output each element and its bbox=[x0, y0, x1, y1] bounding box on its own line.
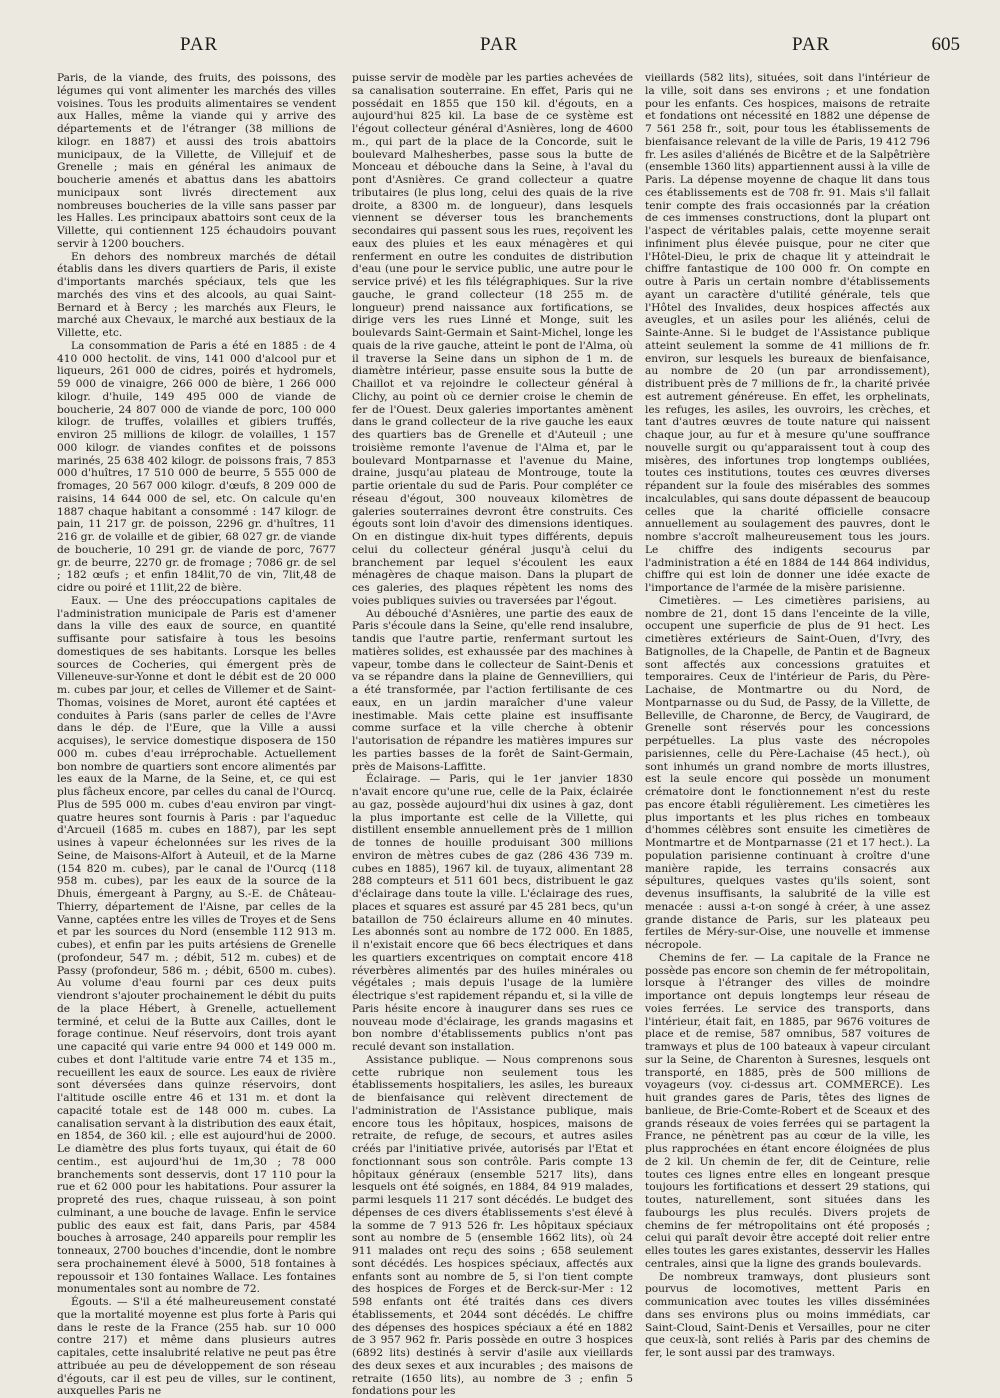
running-head-left: PAR bbox=[180, 34, 219, 55]
paragraph: Au débouché d'Asnières, une partie des eaux de Paris s'écoule dans la Seine, qu'elle rend insalubre, tandis que l'autre partie, renfermant surtout les matières solides, est exhaussée par des machines à vapeur, tombe dans le collecteur de Saint-Denis et va se répandre dans la plaine de Gennevilliers, qui a été transformée, par l'action fertilisante de ces eaux, en un jardin maraîcher d'une valeur inestimable. Mais cette plaine est insuffisante comme surface et la ville cherche à obtenir l'autorisation de répandre les matières impures sur les parties basses de la forêt de Saint-Germain, près de Maisons-Laffitte. bbox=[352, 607, 633, 773]
text-column-1 bbox=[57, 72, 336, 1398]
paragraph: Paris, de la viande, des fruits, des poissons, des légumes qui vont alimenter les marchés des villes voisines. Tous les produits alimentaires se vendent aux Halles, même la viande qui y arrive des départements et de l'étranger (38 millions de kilogr. en 1887) et aussi des trois abattoirs municipaux, de la Villette, de Villejuif et de Grenelle ; mais en général les animaux de boucherie amenés et abattus dans les abattoirs municipaux sont livrés directement aux nombreuses boucheries de la ville sans passer par les Halles. Les principaux abattoirs sont ceux de la Villette, qui contiennent 125 échaudoirs pouvant servir à 1200 bouchers. bbox=[57, 72, 336, 250]
paragraph: Chemins de fer. — La capitale de la France ne possède pas encore son chemin de fer métropolitain, lorsque à l'étranger des villes de moindre importance ont depuis longtemps leur réseau de voies ferrées. Le service des transports, dans l'intérieur, était fait, en 1885, par 9676 voitures de place et de remise, 587 omnibus, 587 voitures de tramways et plus de 100 bateaux à vapeur circulant sur la Seine, de Charenton à Suresnes, lesquels ont transporté, en 1885, près de 500 millions de voyageurs (voy. ci-dessus art. COMMERCE). Les huit grandes gares de Paris, têtes des lignes de banlieue, de Brie-Comte-Robert et de Sceaux et des grands réseaux de voies ferrées qui se partagent la France, ne pénètrent pas au cœur de la ville, les plus rapprochées en étant encore éloignées de plus de 2 kil. Un chemin de fer, dit de Ceinture, relie toutes ces lignes entre elles en longeant presque toujours les fortifications et dessert 29 stations, qui toutes, naturellement, sont situées dans les faubourgs les plus reculés. Divers projets de chemins de fer métropolitains ont été proposés ; celui qui paraît devoir être accepté doit relier entre elles toutes les gares existantes, desservir les Halles centrales, ainsi que la ligne des grands boulevards. bbox=[645, 951, 930, 1270]
paragraph: Cimetières. — Les cimetières parisiens, au nombre de 21, dont 15 dans l'enceinte de la ville, occupent une superficie de plus de 91 hect. Les cimetières extérieurs de Saint-Ouen, d'Ivry, des Batignolles, de la Chapelle, de Pantin et de Bagneux sont affectés aux concessions gratuites et temporaires. Ceux de l'intérieur de Paris, du Père-Lachaise, de Montmartre ou du Nord, de Montparnasse ou du Sud, de Passy, de la Villette, de Belleville, de Charonne, de Bercy, de Vaugirard, de Grenelle sont réservés pour les concessions perpétuelles. La plus vaste des nécropoles parisiennes, celle du Père-Lachaise (45 hect.), où sont inhumés un grand nombre de morts illustres, est la seule encore qui possède un monument crématoire dont le fonctionnement n'est du reste pas encore établi régulièrement. Les cimetières les plus importants et les plus riches en tombeaux d'hommes célèbres sont ensuite les cimetières de Montmartre et de Montparnasse (21 et 17 hect.). La population parisienne continuant à croître d'une manière rapide, les terrains consacrés aux sépultures, quelques vastes qu'ils soient, sont devenus insuffisants, la salubrité de la ville est menacée : aussi a-t-on songé à créer, à une assez grande distance de Paris, sur les plateaux peu fertiles de Méry-sur-Oise, une nouvelle et immense nécropole. bbox=[645, 594, 930, 951]
paragraph: La consommation de Paris a été en 1885 : de 4 410 000 hectolit. de vins, 141 000 d'alcool pur et liqueurs, 261 000 de cidres, poirés et hydromels, 59 000 de vinaigre, 266 000 de bière, 1 266 000 kilogr. d'huile, 149 495 000 de viande de boucherie, 24 807 000 de viande de porc, 100 000 kilogr. de truffes, volailles et gibiers truffés, environ 25 millions de kilogr. de volailles, 1 157 000 kilogr. de viandes confites et de poissons marinés, 25 638 402 kilogr. de poissons frais, 7 853 000 d'huîtres, 17 510 000 de beurre, 5 555 000 de fromages, 20 567 000 kilogr. d'œufs, 8 209 000 de raisins, 14 644 000 de sel, etc. On calcule qu'en 1887 chaque habitant a consommé : 147 kilogr. de pain, 11 217 gr. de poisson, 2296 gr. d'huîtres, 11 216 gr. de volaille et de gibier, 68 027 gr. de viande de boucherie, 10 291 gr. de viande de porc, 7677 gr. de beurre, 2270 gr. de fromage ; 7086 gr. de sel ; 182 œufs ; et enfin 184lit,70 de vin, 7lit,48 de cidre ou poiré et 11lit,22 de bière. bbox=[57, 339, 336, 594]
paragraph: vieillards (582 lits), situées, soit dans l'intérieur de la ville, soit dans ses environs ; et une fondation pour les enfants. Ces hospices, maisons de retraite et fondations ont nécessité en 1882 une dépense de 7 561 258 fr., soit, pour tous les établissements de bienfaisance relevant de la ville de Paris, 19 412 796 fr. Les asiles d'aliénés de Bicêtre et de la Salpêtrière (ensemble 1360 lits) appartiennent aussi à la ville de Paris. La dépense moyenne de chaque lit dans tous ces établissements est de 708 fr. 91. Mais s'il fallait tenir compte des frais occasionnés par la création de ces immenses constructions, dont la plupart ont l'aspect de véritables palais, cette moyenne serait infiniment plus élevée puisque, pour ne citer que l'Hôtel-Dieu, le prix de chaque lit y atteindrait le chiffre fantastique de 100 000 fr. On compte en outre à Paris un certain nombre d'établissements ayant un caractère d'utilité générale, tels que l'Hôtel des Invalides, deux hospices affectés aux aveugles, et un asiles pour les aliénés, celui de Sainte-Anne. Si le budget de l'Assistance publique atteint seulement la somme de 41 millions de fr. environ, sur lesquels les bureaux de bienfaisance, au nombre de 20 (un par arrondissement), distribuent près de 7 millions de fr., la charité privée est autrement généreuse. En effet, les orphelinats, les refuges, les asiles, les ouvroirs, les crèches, et tant d'autres œuvres de toute nature qui naissent chaque jour, au fur et à mesure qu'une souffrance nouvelle surgit ou qu'apparaissent tout à coup des misères, des infortunes trop longtemps oubliées, toutes ces institutions, toutes ces œuvres diverses répandent sur la foule des misérables des sommes incalculables, qui sans doute dépassent de beaucoup celles que la charité officielle consacre annuellement au soulagement des pauvres, dont le nombre s'accroît malheureusement tous les jours. Le chiffre des indigents secourus par l'administration a été en 1884 de 144 864 individus, chiffre qui est loin de donner une idée exacte de l'importance de l'armée de la misère parisienne. bbox=[645, 72, 930, 594]
paragraph: Assistance publique. — Nous comprenons sous cette rubrique non seulement tous les établissements hospitaliers, les asiles, les bureaux de bienfaisance qui relèvent directement de l'administration de l'Assistance publique, mais encore tous les hôpitaux, hospices, maisons de retraite, de refuge, de secours, et autres asiles créés par l'initiative privée, autorisés par l'Etat et fonctionnant sous son contrôle. Paris compte 13 hôpitaux généraux (ensemble 5217 lits), dans lesquels ont été soignés, en 1884, 84 919 malades, parmi lesquels 11 217 sont décédés. Le budget des dépenses de ces divers établissements s'est élevé à la somme de 7 913 526 fr. Les hôpitaux spéciaux sont au nombre de 5 (ensemble 1662 lits), où 24 911 malades ont reçu des soins ; 658 seulement sont décédés. Les hospices spéciaux, affectés aux enfants sont au nombre de 5, si l'on tient compte des hospices de Forges et de Berck-sur-Mer : 12 598 enfants ont été traités dans ces divers établissements, et 2044 sont décédés. Le chiffre des dépenses des hospices spéciaux a été en 1882 de 3 957 962 fr. Paris possède en outre 3 hospices (6892 lits) destinés à servir d'asile aux vieillards des deux sexes et aux incurables ; des maisons de retraite (1650 lits), au nombre de 3 ; enfin 5 fondations pour les bbox=[352, 1053, 633, 1398]
paragraph: Égouts. — S'il a été malheureusement constaté que la mortalité moyenne est plus forte à Paris qui dans le reste de la France (255 hab. sur 10 000 contre 217) et même dans plusieurs autres capitales, cette insalubrité relative ne peut pas être attribuée au peu de développement de son réseau d'égouts, car il est peu de villes, sur le continent, auxquelles Paris ne bbox=[57, 1296, 336, 1398]
paragraph: puisse servir de modèle par les parties achevées de sa canalisation souterraine. En effet, Paris qui ne possédait en 1855 que 150 kil. d'égouts, en a aujourd'hui 825 kil. La base de ce système est l'égout collecteur général d'Asnières, long de 4600 m., qui part de la place de la Concorde, suit le boulevard Malhesherbes, passe sous la butte de Monceau et débouche dans la Seine, à l'aval du pont d'Asnières. Ce grand collecteur a quatre tributaires (le plus long, celui des quais de la rive droite, a 8300 m. de longueur), dans lesquels viennent se déverser tous les branchements secondaires qui passent sous les rues, reçoivent les eaux des pluies et les eaux ménagères et qui renferment en outre les conduites de distribution d'eau (une pour le service public, une autre pour le service privé) et les fils télégraphiques. Sur la rive gauche, le grand collecteur (18 255 m. de longueur) prend naissance aux fortifications, se dirige vers les rues Linné et Monge, suit les boulevards Saint-Germain et Saint-Michel, longe les quais de la rive gauche, atteint le pont de l'Alma, où il traverse la Seine dans un siphon de 1 m. de diamètre intérieur, passe ensuite sous la butte de Chaillot et va rejoindre le collecteur général à Clichy, au point où ce dernier croise le chemin de fer de l'Ouest. Deux galeries importantes amènent dans le grand collecteur de la rive gauche les eaux des quartiers bas de Grenelle et d'Auteuil ; une troisième remonte l'avenue de l'Alma et, par le boulevard Montparnasse et l'avenue du Maine, draine, jusqu'au plateau de Montrouge, toute la partie orientale du sud de Paris. Pour compléter ce réseau d'égout, 300 nouveaux kilomètres de galeries souterraines devront être construits. Ces égouts sont loin d'avoir des dimensions identiques. On en distingue dix-huit types différents, depuis celui du collecteur général jusqu'à celui du branchement par lequel s'écoulent les eaux ménagères de chaque maison. Dans la plupart de ces galeries, des plaques répètent les noms des voies publiques suivies ou traversées par l'égout. bbox=[352, 72, 633, 607]
text-column-3 bbox=[645, 72, 930, 1359]
page-number: 605 bbox=[931, 34, 960, 55]
running-head-right: PAR bbox=[792, 34, 831, 55]
paragraph: Éclairage. — Paris, qui le 1er janvier 1830 n'avait encore qu'une rue, celle de la Paix, éclairée au gaz, possède aujourd'hui dix usines à gaz, dont la plus importante est celle de la Villette, qui distillent ensemble annuellement près de 1 million de tonnes de houille produisant 300 millions environ de mètres cubes de gaz (286 436 739 m. cubes en 1885), 1967 kil. de tuyaux, alimentant 28 288 compteurs et 511 601 becs, distribuent le gaz d'éclairage dans toute la ville. L'éclairage des rues, places et squares est assuré par 45 281 becs, qu'un bataillon de 750 éclaireurs allume en 40 minutes. Les abonnés sont au nombre de 172 000. En 1885, il n'existait encore que 66 becs électriques et dans les quartiers excentriques on comptait encore 418 réverbères alimentés par des huiles minérales ou végétales ; mais depuis l'usage de la lumière électrique s'est rapidement répandu et, si la ville de Paris hésite encore à inaugurer dans ses rues ce nouveau mode d'éclairage, les grands magasins et bon nombre d'établissements publics n'ont pas reculé devant son installation. bbox=[352, 773, 633, 1053]
paragraph: En dehors des nombreux marchés de détail établis dans les divers quartiers de Paris, il existe d'importants marchés spéciaux, tels que les marchés des vins et des alcools, au quai Saint-Bernard et à Bercy ; les marchés aux Fleurs, le marché aux Chevaux, le marché aux bestiaux de la Villette, etc. bbox=[57, 250, 336, 339]
text-column-2 bbox=[352, 72, 633, 1398]
paragraph: Eaux. — Une des préoccupations capitales de l'administration municipale de Paris est d'amener dans la ville des eaux de source, en quantité suffisante pour satisfaire à tous les besoins domestiques de ses habitants. Lorsque les belles sources de Cocheries, qui émergent près de Villeneuve-sur-Yonne et dont le débit est de 20 000 m. cubes par jour, et celles de Villemer et de Saint-Thomas, voisines de Moret, auront été captées et conduites à Paris (sans parler de celles de l'Avre dans le dép. de l'Eure, que la Ville a aussi acquises), le service domestique disposera de 150 000 m. cubes d'eau irréprochable. Actuellement bon nombre de quartiers sont encore alimentés par les eaux de la Marne, de la Seine, et, ce qui est plus fâcheux encore, par celles du canal de l'Ourcq. Plus de 595 000 m. cubes d'eau environ par vingt-quatre heures sont fournis à Paris : par l'aqueduc d'Arcueil (1685 m. cubes en 1887), par les sept usines à vapeur échelonnées sur les rives de la Seine, de Maisons-Alfort à Auteuil, et de la Marne (154 820 m. cubes), par le canal de l'Ourcq (118 958 m. cubes), par les eaux de la source de la Dhuis, émergeant à Pargny, au S.-E. de Château-Thierry, département de l'Aisne, par celles de la Vanne, captées entre les villes de Troyes et de Sens et par les sources du Nord (ensemble 112 913 m. cubes), et enfin par les puits artésiens de Grenelle (profondeur, 547 m. ; débit, 512 m. cubes) et de Passy (profondeur, 586 m. ; débit, 6500 m. cubes). Au volume d'eau fourni par ces deux puits viendront s'ajouter prochainement le débit du puits de la place Hébert, à Grenelle, actuellement terminé, et celui de la Butte aux Cailles, dont le forage continue. Neuf réservoirs, dont trois ayant une capacité qui varie entre 94 000 et 149 000 m. cubes et dont l'altitude varie entre 74 et 135 m., recueillent les eaux de source. Les eaux de rivière sont déversées dans quinze réservoirs, dont l'altitude oscille entre 46 et 131 m. et dont la capacité totale est de 148 000 m. cubes. La canalisation servant à la distribution des eaux était, en 1854, de 360 kil. ; elle est aujourd'hui de 2000. Le diamètre des plus forts tuyaux, qui était de 60 centim., est aujourd'hui de 1m,30 ; 78 000 branchements sont desservis, dont 17 110 pour la rue et 62 000 pour les habitations. Pour assurer la propreté des rues, chaque ruisseau, à son point culminant, a une bouche de lavage. Enfin le service public des eaux est fait, dans Paris, par 4584 bouches à arrosage, 240 appareils pour remplir les tonneaux, 2700 bouches d'incendie, dont le nombre sera prochainement élevé à 5000, 518 fontaines à repoussoir et 130 fontaines Wallace. Les fontaines monumentales sont au nombre de 72. bbox=[57, 594, 336, 1296]
running-head-center: PAR bbox=[480, 34, 519, 55]
paragraph: De nombreux tramways, dont plusieurs sont pourvus de locomotives, mettent Paris en communication avec toutes les villes disséminées dans ses environs plus ou moins immédiats, car Saint-Cloud, Saint-Denis et Versailles, pour ne citer que ceux-là, sont reliés à Paris par des chemins de fer, le sont aussi par des tramways. bbox=[645, 1270, 930, 1359]
